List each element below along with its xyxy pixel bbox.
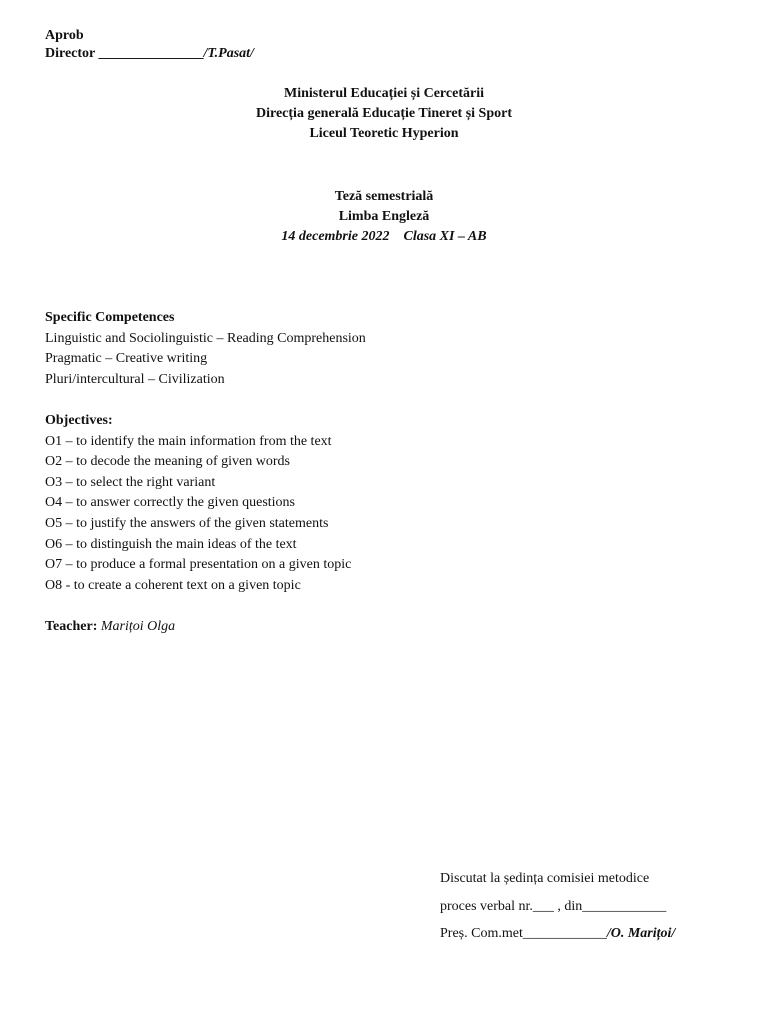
competences-heading: Specific Competences xyxy=(45,310,175,325)
objective-item: O4 – to answer correctly the given questions xyxy=(45,495,295,511)
discussion-note: Discutat la ședința comisiei metodice xyxy=(440,871,650,886)
director-label: Director _______________ xyxy=(45,46,204,61)
objective-item: O1 – to identify the main information from the text xyxy=(45,433,332,449)
exam-date-class xyxy=(0,227,768,247)
competence-item: Linguistic and Sociolinguistic – Reading Comprehension xyxy=(45,330,366,346)
exam-header xyxy=(0,187,768,247)
exam-subject: Limba Engleză xyxy=(338,209,430,224)
directorate-name: Direcția generală Educație Tineret și Sport xyxy=(256,106,512,121)
objective-item: O7 – to produce a formal presentation on a given topic xyxy=(45,557,352,573)
teacher-label: Teacher: xyxy=(45,619,98,634)
objective-item: O8 - to create a coherent text on a given topic xyxy=(45,577,301,593)
approval-label: Aprob xyxy=(45,28,84,43)
school-name: Liceul Teoretic Hyperion xyxy=(309,126,459,141)
objective-item: O6 – to distinguish the main ideas of the text xyxy=(45,536,297,552)
ministry-name: Ministerul Educației și Cercetării xyxy=(284,86,484,101)
teacher-section xyxy=(45,617,175,638)
objective-item: O3 – to select the right variant xyxy=(45,474,216,490)
competences-section xyxy=(45,308,366,390)
exam-title: Teză semestrială xyxy=(334,189,434,204)
minutes-reference: proces verbal nr.___ , din____________ xyxy=(440,898,667,914)
competence-item: Pragmatic – Creative writing xyxy=(45,351,208,367)
institution-header xyxy=(0,84,768,144)
exam-class: Clasa XI – AB xyxy=(403,229,487,244)
director-name: /T.Pasat/ xyxy=(203,46,254,61)
director-signature-line xyxy=(45,45,254,63)
methodical-commission-block xyxy=(440,865,675,948)
objectives-heading: Objectives: xyxy=(45,413,113,428)
president-label: Preș. Com.met____________ xyxy=(440,926,607,941)
objectives-section xyxy=(45,411,351,596)
exam-date: 14 decembrie 2022 xyxy=(281,229,390,244)
teacher-name: Marițoi Olga xyxy=(100,619,176,634)
approval-block xyxy=(45,27,254,63)
competence-item: Pluri/intercultural – Civilization xyxy=(45,371,225,387)
objective-item: O5 – to justify the answers of the given statements xyxy=(45,515,329,531)
president-name: /O. Marițoi/ xyxy=(606,926,676,941)
objective-item: O2 – to decode the meaning of given words xyxy=(45,454,290,470)
commission-president-line xyxy=(440,920,675,948)
